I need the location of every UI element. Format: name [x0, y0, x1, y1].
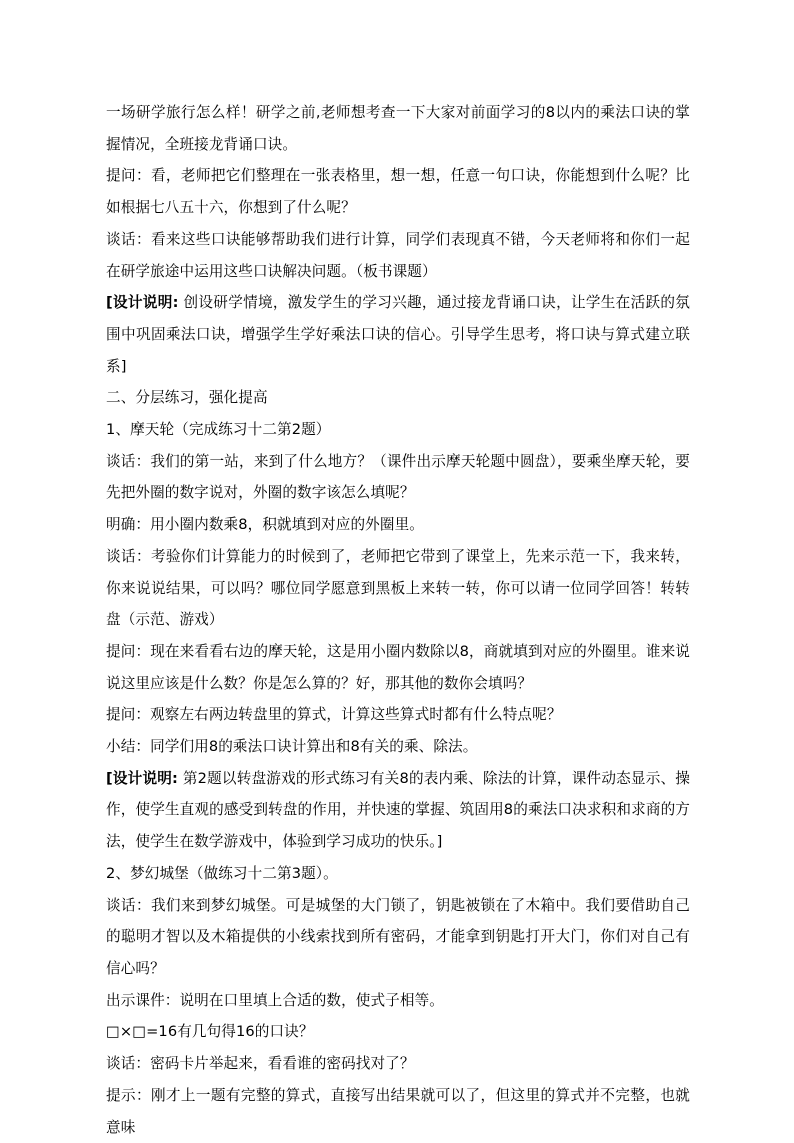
paragraph: 谈话：密码卡片举起来，看看谁的密码找对了？ — [106, 1055, 415, 1073]
design-note-text: 第2题以转盘游戏的形式练习有关8的表内乘、除法的计算，课件动态显示、操作，使学生直观的感受到转盘的作用，并快速的掌握、筑固用8的乘法口决求积和求商的方法，使学生在数学游戏中，体验到学习成功的快乐。] — [106, 769, 691, 851]
section-heading: 二、分层练习，强化提高 — [106, 389, 268, 407]
paragraph: 谈话：我们的第一站，来到了什么地方？（课件出示摩天轮题中圆盘），要乘坐摩天轮，要先把外圈的数字说对，外圈的数字该怎么填呢？ — [106, 452, 690, 502]
design-note-label: [设计说明: — [106, 294, 179, 312]
design-note-text: 创设研学情境，激发学生的学习兴趣，通过接龙背诵口诀，让学生在活跃的氛围中巩固乘法口诀，增强学生学好乘法口诀的信心。引导学生思考，将口诀与算式建立联系] — [106, 294, 690, 375]
paragraph: 出示课件：说明在口里填上合适的数，使式子相等。 — [106, 991, 444, 1009]
body-text — [106, 97, 690, 1143]
paragraph: 提问：观察左右两边转盘里的算式，计算这些算式时都有什么特点呢？ — [106, 706, 562, 724]
paragraph: 谈话：我们来到梦幻城堡。可是城堡的大门锁了，钥匙被锁在了木箱中。我们要借助自己的聪明才智以及木箱提供的小线索找到所有密码，才能拿到钥匙打开大门，你们对自己有信心吗？ — [106, 896, 690, 977]
paragraph: 提示：刚才上一题有完整的算式，直接写出结果就可以了，但这里的算式并不完整，也就意味 — [106, 1086, 690, 1136]
paragraph: 提问：现在来看看右边的摩天轮，这是用小圈内数除以8，商就填到对应的外圈里。谁来说说这里应该是什么数？你是怎么算的？好，那其他的数你会填吗？ — [106, 642, 690, 692]
paragraph: 谈话：看来这些口诀能够帮助我们进行计算，同学们表现真不错，今天老师将和你们一起在研学旅途中运用这些口诀解决问题。（板书课题） — [106, 230, 690, 280]
paragraph: 一场研学旅行怎么样！研学之前,老师想考查一下大家对前面学习的8以内的乘法口诀的掌握情况，全班接龙背诵口诀。 — [106, 104, 690, 153]
paragraph: 明确：用小圈内数乘8，积就填到对应的外圈里。 — [106, 516, 424, 534]
subsection-heading: 1、摩天轮（完成练习十二第2题） — [106, 421, 331, 439]
subsection-heading: 2、梦幻城堡（做练习十二第3题）。 — [106, 864, 338, 882]
design-note-paragraph — [106, 763, 690, 858]
design-note-paragraph — [106, 287, 690, 382]
paragraph: 谈话：考验你们计算能力的时候到了，老师把它带到了课堂上，先来示范一下，我来转，你来说说结果，可以吗？哪位同学愿意到黑板上来转一转，你可以请一位同学回答！转转盘（示范、游戏） — [106, 547, 690, 629]
paragraph: 提问：看，老师把它们整理在一张表格里，想一想，任意一句口诀，你能想到什么呢？比如根据七八五十六，你想到了什么呢？ — [106, 167, 690, 217]
paragraph: 小结：同学们用8的乘法口诀计算出和8有关的乘、除法。 — [106, 738, 478, 756]
design-note-label: [设计说明: — [106, 769, 178, 787]
paragraph: □×□=16有几句得16的口诀？ — [106, 1023, 314, 1041]
